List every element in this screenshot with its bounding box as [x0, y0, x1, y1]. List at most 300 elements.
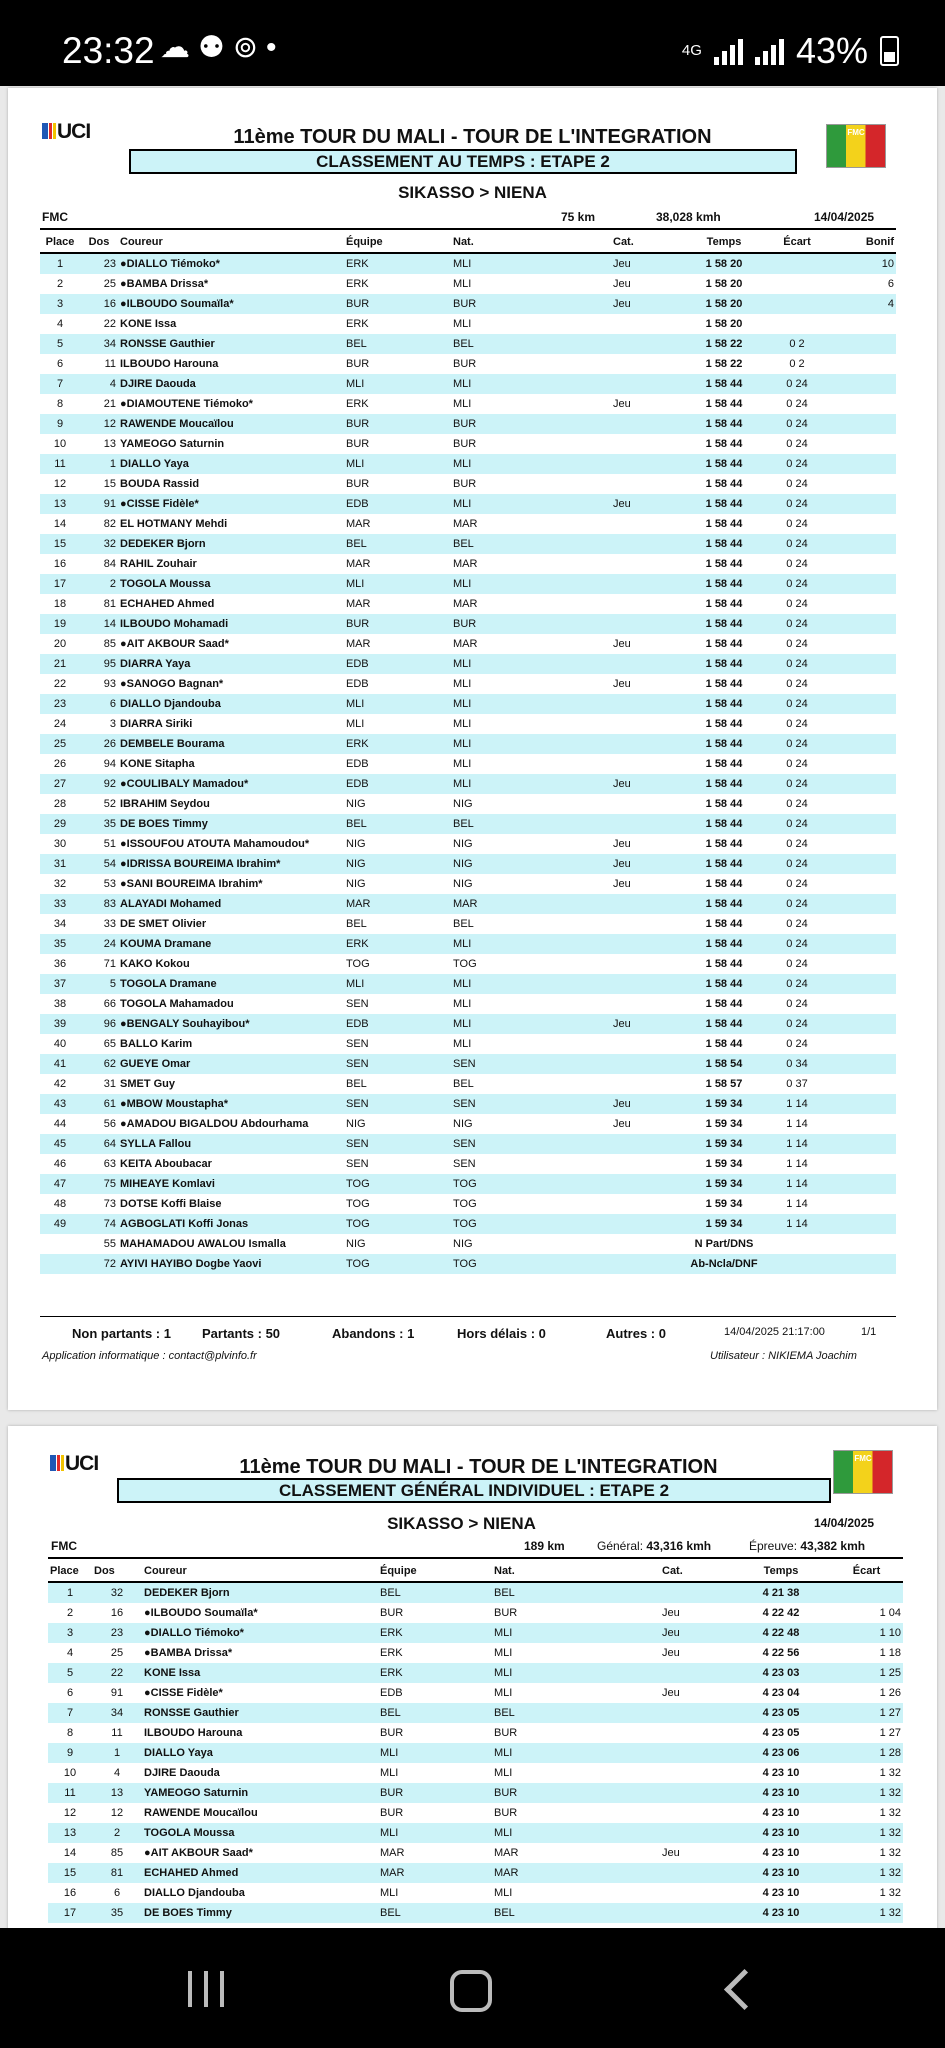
table-row	[40, 834, 896, 854]
table-cell: 1 58 44	[681, 374, 767, 394]
table-row	[48, 1683, 903, 1703]
table-cell: MAR	[453, 638, 478, 650]
table-cell: NIG	[346, 1118, 366, 1130]
table-row	[40, 494, 896, 514]
table-cell	[827, 834, 896, 854]
table-cell: 1 58 44	[681, 534, 767, 554]
table-cell: ●MBOW Moustapha*	[118, 1094, 344, 1114]
table-cell: 0 24	[767, 574, 827, 594]
table-cell	[611, 994, 681, 1014]
table-cell: 4 23 05	[762, 1727, 800, 1739]
table-cell: Jeu	[613, 878, 631, 890]
table-cell: BUR	[451, 614, 611, 634]
table-cell: 4	[113, 1767, 121, 1779]
table-cell: 1 58 44	[681, 574, 767, 594]
table-cell: 51	[103, 838, 116, 850]
table-cell: MLI	[344, 454, 451, 474]
table-cell: 34	[80, 334, 118, 354]
col-nation: Nat.	[492, 1561, 660, 1582]
table-cell	[827, 1014, 896, 1034]
table-cell: 9	[40, 414, 80, 434]
table-cell	[611, 534, 681, 554]
table-row	[40, 354, 896, 374]
table-cell	[660, 1663, 732, 1683]
table-cell	[827, 914, 896, 934]
table-row	[40, 774, 896, 794]
table-cell: 1 58 44	[705, 478, 743, 490]
table-row	[40, 374, 896, 394]
table-cell: 45	[40, 1134, 80, 1154]
table-row	[40, 294, 896, 314]
table-cell: NIG	[453, 1238, 473, 1250]
table-cell: 48	[53, 1198, 67, 1210]
table-cell: 0 24	[786, 918, 808, 930]
table-cell: DE BOES Timmy	[118, 814, 344, 834]
table-cell: 91	[80, 494, 118, 514]
table-cell: RAWENDE Moucaïlou	[144, 1807, 258, 1819]
table-cell: 4 23 05	[732, 1703, 830, 1723]
table-cell: BUR	[494, 1807, 518, 1819]
table-cell: NIG	[453, 1118, 473, 1130]
table-cell	[827, 874, 896, 894]
fmc-logo: FMC	[826, 124, 886, 168]
table-cell: 22	[92, 1663, 142, 1683]
table-cell: 84	[103, 558, 116, 570]
table-cell: Jeu	[613, 838, 631, 850]
table-cell: 12	[63, 1807, 77, 1819]
table-cell: BEL	[346, 918, 367, 930]
race-speed: Épreuve: 43,382 kmh	[749, 1539, 866, 1553]
table-row	[40, 1054, 896, 1074]
table-cell: 49	[40, 1214, 80, 1234]
table-row	[40, 1154, 896, 1174]
table-cell	[611, 734, 681, 754]
table-cell	[827, 654, 896, 674]
table-cell: 12	[53, 478, 67, 490]
table-cell: ●DIALLO Tiémoko*	[118, 253, 344, 274]
table-cell: 19	[40, 614, 80, 634]
general-results-table	[48, 1561, 903, 1923]
table-cell: MLI	[346, 718, 365, 730]
table-cell: 13	[40, 494, 80, 514]
table-cell: 26	[53, 758, 67, 770]
report-title: 11ème TOUR DU MALI - TOUR DE L'INTEGRATION	[233, 126, 712, 148]
table-cell: TOG	[453, 1198, 477, 1210]
table-cell	[827, 754, 896, 774]
table-cell: 4 23 03	[732, 1663, 830, 1683]
table-header	[48, 1561, 903, 1582]
table-cell: ●IDRISSA BOUREIMA Ibrahim*	[118, 854, 344, 874]
table-cell: AGBOGLATI Koffi Jonas	[118, 1214, 344, 1234]
table-cell: ●AIT AKBOUR Saad*	[120, 638, 229, 650]
table-cell: DIALLO Yaya	[118, 454, 344, 474]
table-cell: 25	[103, 278, 116, 290]
table-row	[40, 394, 896, 414]
table-cell: 1 58 44	[681, 934, 767, 954]
table-cell: MLI	[451, 654, 611, 674]
table-cell: 11	[111, 1727, 123, 1739]
table-cell	[611, 1154, 681, 1174]
table-cell: RONSSE Gauthier	[118, 334, 344, 354]
status-bar	[0, 0, 945, 86]
table-row	[40, 854, 896, 874]
table-cell: 31	[103, 1078, 116, 1090]
table-cell	[40, 1254, 80, 1274]
table-row	[40, 734, 896, 754]
table-row	[40, 1094, 896, 1114]
table-cell	[660, 1723, 732, 1743]
table-cell: 3	[109, 718, 116, 730]
table-cell: BALLO Karim	[120, 1038, 193, 1050]
table-cell: 0 24	[786, 678, 808, 690]
table-cell	[40, 1234, 80, 1254]
table-cell	[827, 1114, 896, 1134]
table-cell: 1 59 34	[681, 1214, 767, 1234]
table-row	[40, 1214, 896, 1234]
table-cell: 1 14	[767, 1174, 827, 1194]
table-cell: 14	[63, 1847, 77, 1859]
table-cell: 66	[103, 998, 116, 1010]
table-cell: 18	[53, 598, 67, 610]
table-cell: 11	[48, 1783, 92, 1803]
table-cell: BUR	[492, 1783, 660, 1803]
table-cell: 1 32	[879, 1887, 901, 1899]
table-cell: ●ILBOUDO Soumaïla*	[118, 294, 344, 314]
table-cell: BUR	[378, 1783, 492, 1803]
table-row	[40, 974, 896, 994]
cloud-icon: ☁	[160, 31, 198, 64]
table-cell: MLI	[451, 253, 611, 274]
table-cell	[767, 314, 827, 334]
stage-speed: 38,028 kmh	[656, 210, 721, 224]
table-cell: BUR	[494, 1607, 518, 1619]
report-subtitle: CLASSEMENT AU TEMPS : ETAPE 2	[129, 149, 797, 174]
table-cell	[827, 514, 896, 534]
table-cell: 0 2	[767, 334, 827, 354]
table-cell: SEN	[346, 998, 369, 1010]
table-cell: MLI	[492, 1663, 660, 1683]
table-cell	[767, 274, 827, 294]
table-cell: 0 24	[767, 734, 827, 754]
table-cell	[827, 1174, 896, 1194]
table-cell: 41	[40, 1054, 80, 1074]
table-cell: 17	[40, 574, 80, 594]
table-row	[40, 794, 896, 814]
table-row	[48, 1783, 903, 1803]
table-cell: 1 58 22	[705, 358, 743, 370]
table-cell: 65	[103, 1038, 116, 1050]
table-cell: 1 32	[830, 1783, 903, 1803]
table-cell: 0 24	[767, 534, 827, 554]
table-cell	[611, 474, 681, 494]
table-row	[48, 1663, 903, 1683]
table-cell: TOGOLA Moussa	[118, 574, 344, 594]
table-cell: DEDEKER Bjorn	[118, 534, 344, 554]
table-cell: 6	[113, 1887, 121, 1899]
table-cell: BEL	[451, 534, 611, 554]
table-cell	[830, 1582, 903, 1603]
table-cell: 1	[40, 253, 80, 274]
recent-apps-button[interactable]	[188, 1971, 224, 2007]
table-cell: TOG	[344, 1254, 451, 1274]
table-row	[40, 1174, 896, 1194]
home-button[interactable]	[450, 1970, 492, 2012]
table-cell: ECHAHED Ahmed	[120, 598, 215, 610]
table-cell: TOG	[344, 1214, 451, 1234]
table-cell: 15	[40, 534, 80, 554]
table-row	[40, 1234, 896, 1254]
table-cell: MLI	[494, 1767, 513, 1779]
table-cell: 1 58 44	[681, 454, 767, 474]
table-cell	[611, 614, 681, 634]
table-cell: 1 58 57	[705, 1078, 743, 1090]
table-cell: Jeu	[611, 253, 681, 274]
table-cell: ●CISSE Fidèle*	[144, 1687, 223, 1699]
table-cell: DIALLO Djandouba	[144, 1887, 245, 1899]
table-cell: 0 24	[786, 398, 808, 410]
table-cell: 22	[53, 678, 67, 690]
table-cell: DE BOES Timmy	[142, 1903, 378, 1923]
table-cell: BUR	[380, 1807, 404, 1819]
table-row	[48, 1843, 903, 1863]
col-category: Cat.	[660, 1561, 732, 1582]
table-cell: 35	[40, 934, 80, 954]
table-cell	[827, 494, 896, 514]
table-cell: 31	[40, 854, 80, 874]
col-time: Temps	[681, 232, 767, 253]
notification-icons	[160, 30, 285, 65]
table-cell: BUR	[494, 1727, 518, 1739]
table-cell: ERK	[378, 1663, 492, 1683]
table-cell: 0 24	[767, 494, 827, 514]
table-cell: MLI	[453, 678, 472, 690]
table-cell: ●CISSE Fidèle*	[118, 494, 344, 514]
table-cell: 1 58 44	[705, 678, 743, 690]
table-cell	[660, 1582, 732, 1603]
table-cell: 4 23 10	[762, 1767, 800, 1779]
table-cell: 2	[56, 278, 64, 290]
table-cell: MLI	[453, 278, 472, 290]
col-team: Équipe	[344, 232, 451, 253]
table-row	[48, 1743, 903, 1763]
table-cell: YAMEOGO Saturnin	[142, 1783, 378, 1803]
table-cell	[611, 314, 681, 334]
table-cell: 0 2	[789, 358, 805, 370]
table-cell: N Part/DNS	[694, 1238, 754, 1250]
report-title: 11ème TOUR DU MALI - TOUR DE L'INTEGRATION	[239, 1456, 718, 1478]
organizer-code: FMC	[51, 1539, 77, 1553]
table-cell: MLI	[451, 694, 611, 714]
table-cell: Jeu	[611, 1094, 681, 1114]
table-cell: 0 34	[767, 1054, 827, 1074]
table-cell	[611, 414, 681, 434]
table-row	[40, 1254, 896, 1274]
table-cell: TOG	[344, 1174, 451, 1194]
table-cell: KAKO Kokou	[120, 958, 190, 970]
table-cell: 3	[40, 294, 80, 314]
table-cell: ●BAMBA Drissa*	[120, 278, 209, 290]
table-cell: ECHAHED Ahmed	[142, 1863, 378, 1883]
starters: Partants : 50	[202, 1326, 281, 1341]
table-cell: Jeu	[611, 494, 681, 514]
table-cell: 46	[53, 1158, 67, 1170]
table-cell: 15	[48, 1863, 92, 1883]
table-cell	[827, 394, 896, 414]
table-cell: ●DIALLO Tiémoko*	[142, 1623, 378, 1643]
table-cell: 14	[53, 518, 67, 530]
table-cell	[827, 934, 896, 954]
table-cell: BEL	[378, 1703, 492, 1723]
table-cell: 73	[103, 1198, 116, 1210]
table-cell: SEN	[344, 1134, 451, 1154]
table-cell: BUR	[453, 358, 477, 370]
table-cell	[611, 814, 681, 834]
table-cell: 4 22 48	[732, 1623, 830, 1643]
table-cell: 32	[92, 1582, 142, 1603]
table-row	[40, 914, 896, 934]
table-cell	[611, 594, 681, 614]
table-cell	[827, 1254, 896, 1274]
table-cell: NIG	[451, 854, 611, 874]
table-cell: SEN	[451, 1054, 611, 1074]
stage-classification-page[interactable]	[8, 88, 937, 1410]
table-cell	[827, 714, 896, 734]
table-cell	[827, 994, 896, 1014]
general-speed: Général: 43,316 kmh	[597, 1539, 712, 1553]
table-cell: TOGOLA Moussa	[142, 1823, 378, 1843]
table-row	[40, 934, 896, 954]
table-cell: MLI	[344, 574, 451, 594]
table-cell: 85	[103, 638, 116, 650]
table-cell: 1 59 34	[681, 1094, 767, 1114]
table-cell: BEL	[344, 814, 451, 834]
table-cell: 1 58 44	[705, 638, 743, 650]
table-cell: 1	[48, 1582, 92, 1603]
table-cell: 2	[80, 574, 118, 594]
table-cell	[611, 974, 681, 994]
table-cell: MLI	[453, 398, 472, 410]
table-cell: 1 32	[830, 1863, 903, 1883]
table-cell: Jeu	[662, 1607, 680, 1619]
table-cell: 1 14	[767, 1214, 827, 1234]
table-cell: ●AMADOU BIGALDOU Abdourhama	[120, 1118, 309, 1130]
table-cell: MLI	[451, 934, 611, 954]
table-cell: 1 14	[786, 1198, 808, 1210]
table-cell: 4 23 10	[762, 1807, 800, 1819]
table-cell: BUR	[344, 614, 451, 634]
table-cell: 1 59 34	[681, 1174, 767, 1194]
table-cell: 1 32	[879, 1767, 901, 1779]
table-cell: 0 37	[786, 1078, 808, 1090]
table-cell: MLI	[451, 374, 611, 394]
table-cell: BEL	[492, 1703, 660, 1723]
table-cell: NIG	[346, 798, 366, 810]
table-cell: EDB	[344, 494, 451, 514]
table-cell: Jeu	[613, 638, 631, 650]
table-cell: YAMEOGO Saturnin	[120, 438, 225, 450]
table-cell: Ab-Ncla/DNF	[681, 1254, 767, 1274]
table-cell: DEDEKER Bjorn	[142, 1582, 378, 1603]
table-cell: MLI	[453, 998, 472, 1010]
table-cell	[827, 334, 896, 354]
table-cell: 1 58 44	[681, 694, 767, 714]
table-cell: 1 14	[786, 1158, 808, 1170]
table-cell	[827, 594, 896, 614]
col-team: Équipe	[378, 1561, 492, 1582]
table-cell	[827, 734, 896, 754]
table-cell: EDB	[346, 678, 369, 690]
table-cell: BEL	[378, 1582, 492, 1603]
table-cell: 0 24	[786, 558, 808, 570]
table-cell: KOUMA Dramane	[118, 934, 344, 954]
table-cell: MAR	[378, 1863, 492, 1883]
table-cell: Jeu	[662, 1847, 680, 1859]
table-row	[40, 1014, 896, 1034]
table-cell: ALAYADI Mohamed	[118, 894, 344, 914]
table-cell: DIALLO Djandouba	[118, 694, 344, 714]
table-cell: 13	[92, 1783, 142, 1803]
table-cell: 34	[53, 918, 67, 930]
table-cell: 1 58 20	[681, 253, 767, 274]
table-cell: 4 21 38	[732, 1582, 830, 1603]
table-cell	[827, 854, 896, 874]
table-cell: 1 28	[830, 1743, 903, 1763]
table-cell	[827, 434, 896, 454]
table-cell: 12	[80, 414, 118, 434]
table-cell	[611, 1054, 681, 1074]
table-cell	[660, 1743, 732, 1763]
table-cell: 13	[103, 438, 116, 450]
table-cell: SEN	[344, 1054, 451, 1074]
table-cell: ERK	[380, 1647, 403, 1659]
table-cell: MAR	[453, 598, 478, 610]
table-cell: 6	[887, 278, 894, 290]
table-cell: 4 23 04	[762, 1687, 800, 1699]
table-cell	[660, 1703, 732, 1723]
table-row	[40, 334, 896, 354]
table-cell	[827, 614, 896, 634]
table-cell	[611, 514, 681, 534]
general-classification-page[interactable]	[8, 1426, 937, 1931]
table-cell: 1 58 44	[705, 918, 743, 930]
table-cell: MLI	[451, 494, 611, 514]
table-cell	[827, 774, 896, 794]
back-button[interactable]	[724, 1969, 765, 2010]
table-cell: 1 18	[879, 1647, 901, 1659]
table-cell: KONE Issa	[120, 318, 177, 330]
table-cell: 0 24	[786, 438, 808, 450]
table-cell: 30	[53, 838, 67, 850]
table-cell: BEL	[453, 918, 474, 930]
table-cell: 5	[80, 974, 118, 994]
table-cell: BUR	[451, 294, 611, 314]
table-cell: MAR	[346, 518, 371, 530]
table-cell: BEL	[346, 1078, 367, 1090]
table-cell: KONE Sitapha	[120, 758, 195, 770]
table-cell: NIG	[453, 798, 473, 810]
table-cell: 33	[103, 918, 116, 930]
col-dos: Dos	[92, 1561, 142, 1582]
table-cell	[611, 654, 681, 674]
table-cell: BUR	[380, 1607, 404, 1619]
table-row	[40, 514, 896, 534]
table-cell: MLI	[453, 1038, 472, 1050]
table-cell: 1 58 54	[681, 1054, 767, 1074]
table-cell: 34	[92, 1703, 142, 1723]
table-cell: BUR	[344, 414, 451, 434]
table-cell: 1 58 20	[705, 278, 743, 290]
table-cell: 1 25	[830, 1663, 903, 1683]
